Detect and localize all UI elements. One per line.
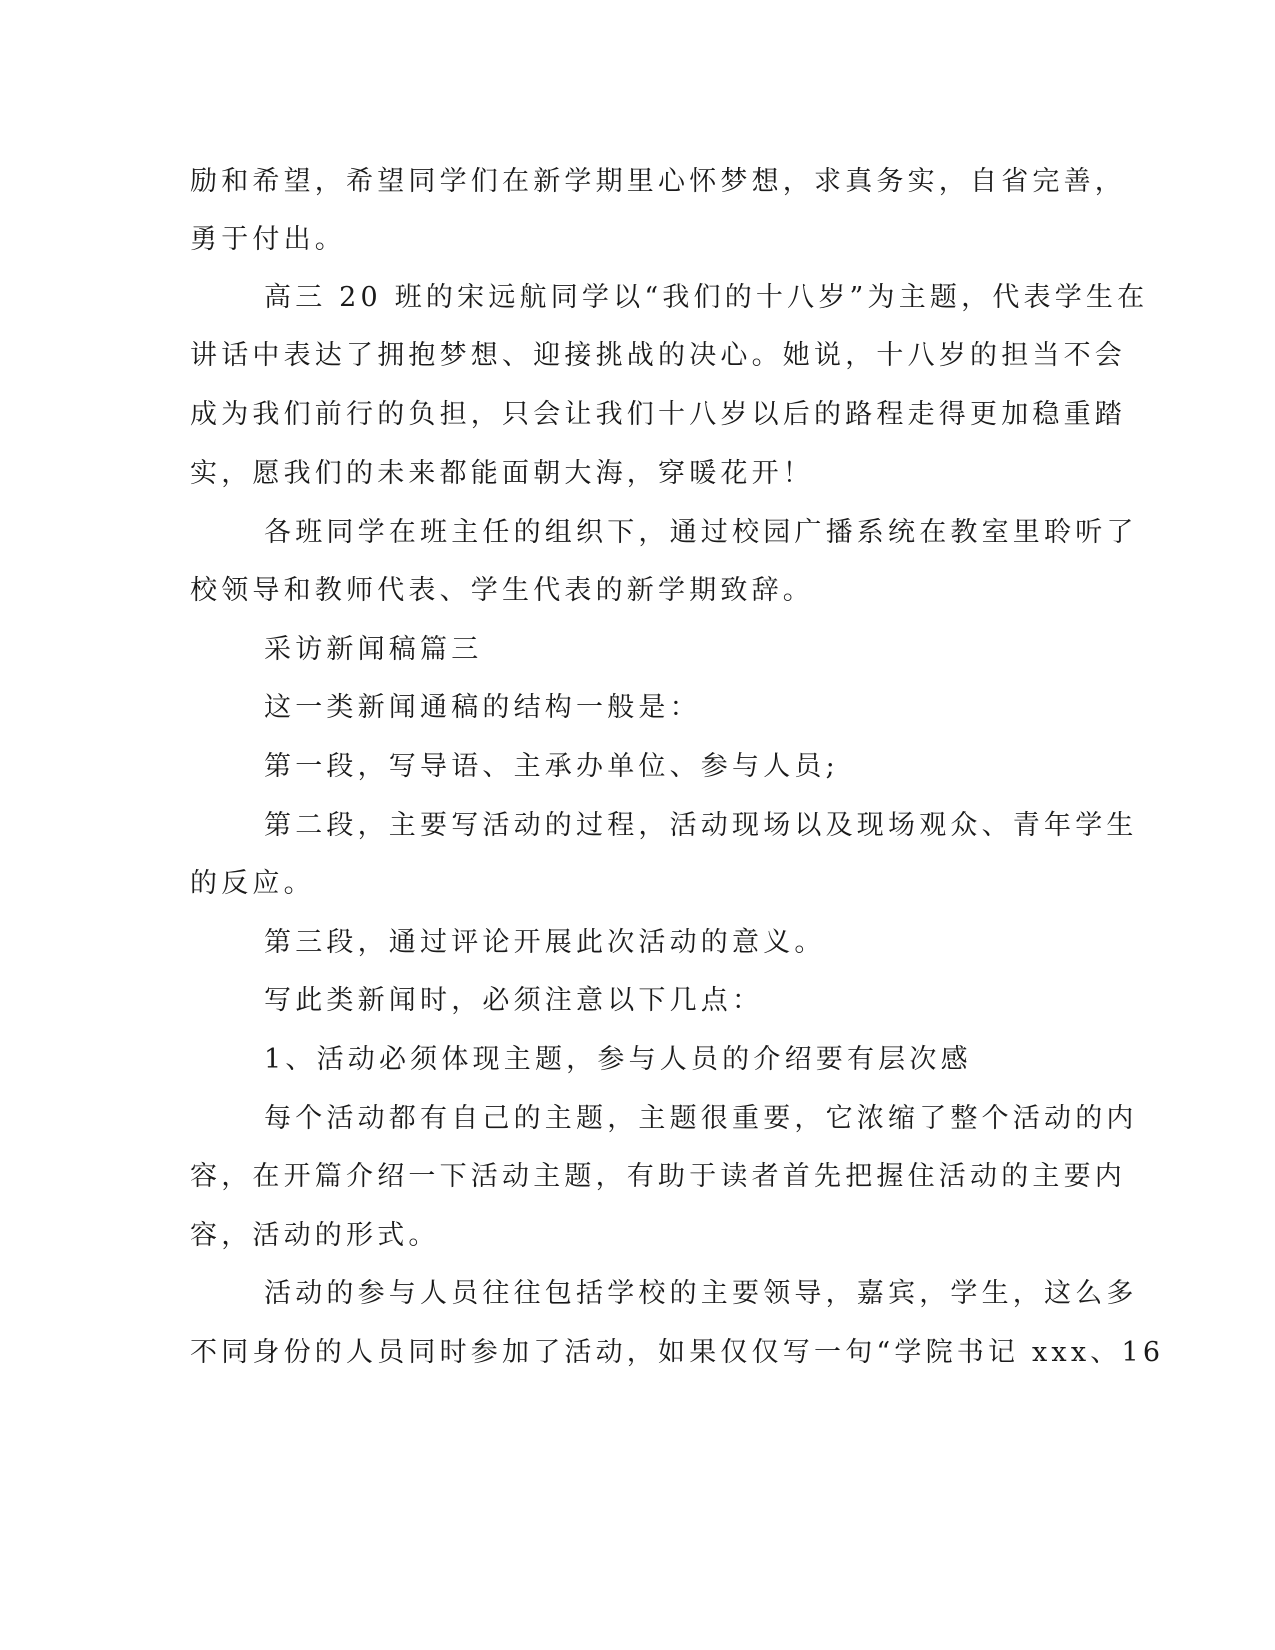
paragraph-line: 这一类新闻通稿的结构一般是： bbox=[264, 692, 701, 723]
list-item-heading: 1、活动必须体现主题，参与人员的介绍要有层次感 bbox=[264, 1044, 972, 1075]
paragraph-line: 容，在开篇介绍一下活动主题，有助于读者首先把握住活动的主要内 bbox=[190, 1161, 1126, 1192]
paragraph-line: 成为我们前行的负担，只会让我们十八岁以后的路程走得更加稳重踏 bbox=[190, 399, 1126, 430]
paragraph-line: 容，活动的形式。 bbox=[190, 1220, 440, 1251]
paragraph-line: 实，愿我们的未来都能面朝大海，穿暖花开！ bbox=[190, 458, 814, 489]
paragraph-line: 校领导和教师代表、学生代表的新学期致辞。 bbox=[190, 575, 814, 606]
paragraph-line: 讲话中表达了拥抱梦想、迎接挑战的决心。她说，十八岁的担当不会 bbox=[190, 340, 1126, 371]
paragraph-line: 励和希望，希望同学们在新学期里心怀梦想，求真务实，自省完善， bbox=[190, 166, 1126, 197]
paragraph-line: 每个活动都有自己的主题，主题很重要，它浓缩了整个活动的内 bbox=[264, 1103, 1138, 1134]
paragraph-line: 的反应。 bbox=[190, 868, 315, 899]
paragraph-line: 不同身份的人员同时参加了活动，如果仅仅写一句“学院书记 xxx、16 bbox=[190, 1337, 1165, 1368]
paragraph-line: 各班同学在班主任的组织下，通过校园广播系统在教室里聆听了 bbox=[264, 517, 1138, 548]
paragraph-line: 勇于付出。 bbox=[190, 224, 346, 255]
paragraph-line: 活动的参与人员往往包括学校的主要领导，嘉宾，学生，这么多 bbox=[264, 1278, 1138, 1309]
paragraph-line: 第二段，主要写活动的过程，活动现场以及现场观众、青年学生 bbox=[264, 810, 1138, 841]
paragraph-line: 高三 20 班的宋远航同学以“我们的十八岁”为主题，代表学生在 bbox=[264, 282, 1149, 313]
paragraph-line: 写此类新闻时，必须注意以下几点： bbox=[264, 985, 764, 1016]
paragraph-line: 第三段，通过评论开展此次活动的意义。 bbox=[264, 927, 826, 958]
paragraph-line: 第一段，写导语、主承办单位、参与人员; bbox=[264, 751, 839, 782]
section-heading: 采访新闻稿篇三 bbox=[264, 634, 483, 665]
